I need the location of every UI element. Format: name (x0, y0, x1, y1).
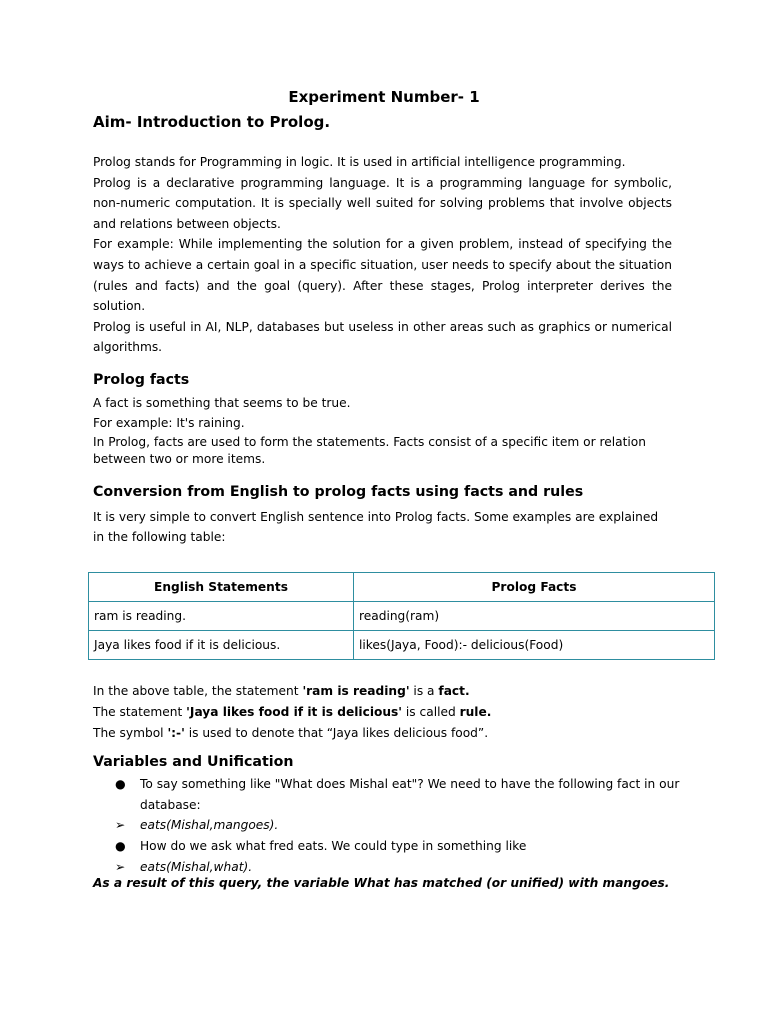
table-cell: Jaya likes food if it is delicious. (89, 631, 354, 660)
table-row (89, 602, 715, 631)
table-cell: ram is reading. (89, 602, 354, 631)
bold-span: ':-' (167, 726, 185, 740)
text-span: The statement (93, 705, 187, 719)
intro-paragraph: For example: While implementing the solution for a given problem, instead of specifying the ways to achieve a certain goal in a specific situation, user needs to specify about the situation (rules and facts) and the goal (query). After these stages, Prolog interpreter derives the solution. (93, 237, 672, 314)
conversion-heading: Conversion from English to prolog facts using facts and rules (93, 484, 584, 500)
bullet-icon: ● (115, 777, 126, 791)
table-header-row (89, 573, 715, 602)
bold-span: 'ram is reading' (302, 684, 410, 698)
table-explanation (93, 681, 491, 744)
variables-list (115, 774, 685, 878)
arrow-bullet-icon: ➢ (115, 859, 126, 874)
intro-paragraph: Prolog stands for Programming in logic. It is used in artificial intelligence programming. (93, 155, 626, 169)
prolog-facts-section (93, 394, 665, 468)
table-cell: likes(Jaya, Food):- delicious(Food) (354, 631, 715, 660)
table-row (89, 631, 715, 660)
list-item-text: eats(Mishal,what). (140, 859, 253, 874)
list-item-text: To say something like "What does Mishal eat"? We need to have the following fact in our database: (140, 777, 680, 812)
list-item (115, 857, 685, 878)
bullet-icon: ● (115, 839, 126, 854)
list-item-text: How do we ask what fred eats. We could type in something like (140, 839, 527, 854)
list-item-text: eats(Mishal,mangoes). (140, 818, 279, 833)
bold-span: 'Jaya likes food if it is delicious' (186, 705, 403, 719)
facts-line: A fact is something that seems to be true. (93, 396, 351, 410)
bold-span: fact. (438, 684, 470, 698)
variables-heading: Variables and Unification (93, 754, 294, 770)
intro-section (93, 152, 672, 358)
text-span: In the above table, the statement (93, 684, 303, 698)
text-span: is called (402, 705, 460, 719)
prolog-facts-heading: Prolog facts (93, 372, 190, 388)
conversion-intro: It is very simple to convert English sentence into Prolog facts. Some examples are explained in the following table: (93, 510, 659, 544)
facts-line: In Prolog, facts are used to form the statements. Facts consist of a specific item or relation between two or more items. (93, 435, 646, 466)
intro-paragraph: Prolog is a declarative programming language. It is a programming language for symbolic, non-numeric computation. It is specially well suited for solving problems that involve objects and relations between objects. (93, 175, 672, 231)
text-span: is used to denote that “Jaya likes delicious food”. (184, 726, 489, 740)
bold-span: rule. (459, 705, 492, 719)
list-item (115, 815, 685, 836)
table-header-cell: English Statements (89, 573, 354, 602)
intro-paragraph: Prolog is useful in AI, NLP, databases but useless in other areas such as graphics or numerical algorithms. (93, 319, 672, 355)
table-cell: reading(ram) (354, 602, 715, 631)
text-span: The symbol (93, 726, 168, 740)
explanation-line (93, 702, 491, 723)
conversion-table (88, 572, 715, 660)
table-header-cell: Prolog Facts (354, 573, 715, 602)
aim-heading: Aim- Introduction to Prolog. (93, 113, 331, 131)
arrow-bullet-icon: ➢ (115, 818, 126, 833)
list-item (115, 836, 685, 857)
text-span: is a (409, 684, 439, 698)
facts-line: For example: It's raining. (93, 416, 245, 430)
explanation-line (93, 681, 491, 702)
page-title: Experiment Number- 1 (288, 88, 480, 106)
result-statement: As a result of this query, the variable What has matched (or unified) with mangoes. (93, 876, 670, 890)
list-item (115, 774, 685, 815)
explanation-line (93, 723, 491, 744)
